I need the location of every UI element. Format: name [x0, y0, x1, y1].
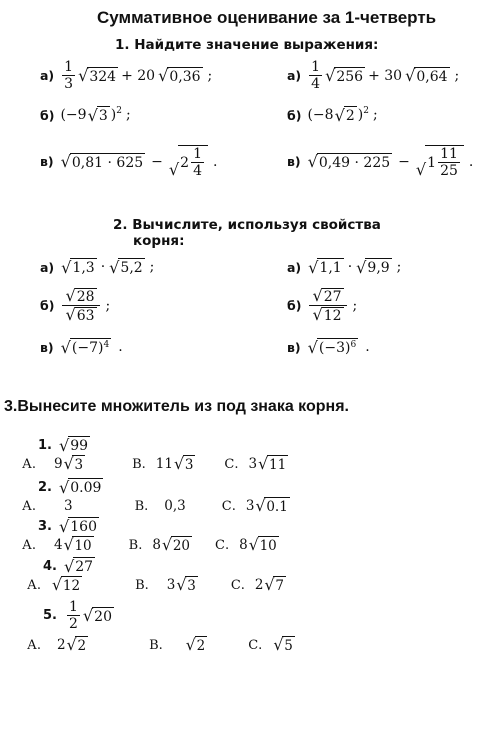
sqrt: √ 2 $\frac{1}{4}$	[169, 145, 208, 178]
sqrt: √ 2	[334, 105, 355, 125]
task1-right-a: а) $\frac{1}{4}$ √ 256 + 30 √ 0,64 ;	[287, 59, 460, 92]
task3-q2-options: А. 3 В. 0,3 С. 3 √ 0.1	[22, 497, 288, 516]
label-a: а)	[287, 68, 302, 83]
task3-heading: 3.Вынесите множитель из под знака корня.	[4, 398, 349, 415]
task1-heading: 1. Найдите значение выражения:	[115, 37, 379, 53]
fraction: $\frac{1}{3}$	[64, 59, 74, 92]
label-a: а)	[40, 68, 55, 83]
task2-left-c: в) √ (−7) $^4$ .	[40, 337, 123, 357]
page-title: Суммативное оценивание за 1-четверть	[97, 8, 437, 27]
task3-q3-options: А. 4 √ 10 В. 8 √ 20 С. 8 √ 10	[22, 536, 277, 555]
label-a: а)	[40, 259, 55, 275]
task2-heading: 2. Вычислите, используя свойства	[113, 217, 381, 233]
sqrt: √ 0,49 · 225	[307, 152, 391, 172]
label-c: в)	[40, 154, 54, 169]
task1-right-c: в) √ 0,49 · 225 − √ 1 $\frac{11}{25}$ .	[287, 146, 474, 179]
task2-right-b: б) √ 27 √ 12 ;	[287, 286, 358, 325]
task2-left-a: а) √ 1,3 · √ 5,2 ;	[40, 257, 155, 277]
sqrt: √ 3	[87, 105, 108, 125]
label-c: в)	[287, 154, 301, 169]
task3-q3: 3. √ 160	[38, 516, 97, 536]
label-c: в)	[287, 339, 301, 355]
sqrt: √ 0,81 · 625	[60, 152, 144, 172]
sqrt: √ 256	[325, 66, 364, 86]
task3-q1: 1. √ 99	[38, 435, 89, 455]
task1-left-c: в) √ 0,81 · 625 − √ 2 $\frac{1}{4}$ .	[40, 146, 218, 179]
task3-q4-options: А. √ 12 В. 3 √ 3 С. 2 √ 7	[27, 576, 284, 595]
label-b: б)	[287, 107, 302, 123]
sqrt: √ (−3) $^6$	[307, 337, 357, 357]
task2-heading-line2: корня:	[133, 233, 185, 249]
task3-q1-options: А. 9 √ 3 В. 11 √ 3 С. 3 √ 11	[22, 455, 287, 474]
sqrt: √ 0,36	[158, 66, 201, 86]
task3-q5: 5. $\frac{1}{2}$ √ 20	[43, 599, 112, 632]
label-c: в)	[40, 339, 54, 355]
sqrt: √ 1,3	[61, 257, 95, 277]
task3-q4: 4. √ 27	[43, 556, 94, 576]
sqrt: √ 5,2	[109, 257, 143, 277]
task1-left-b: б) (−9 √ 3 ) $^2$ ;	[40, 105, 131, 125]
label-b: б)	[287, 298, 302, 314]
task2-left-b: б) √ 28 √ 63 ;	[40, 286, 111, 325]
task1-left-a: а) $\frac{1}{3}$ √ 324 + 20 √ 0,36 ;	[40, 59, 213, 92]
sqrt: √ (−7) $^4$	[60, 337, 110, 357]
task3-q2: 2. √ 0.09	[38, 477, 102, 497]
task2-right-c: в) √ (−3) $^6$ .	[287, 337, 370, 357]
label-b: б)	[40, 107, 55, 123]
task2-right-a: а) √ 1,1 · √ 9,9 ;	[287, 257, 402, 277]
sqrt: √ 324	[78, 66, 117, 86]
sqrt: √ 0,64	[405, 66, 448, 86]
fraction: √ 28 √ 63	[62, 288, 99, 323]
fraction: $\frac{1}{4}$	[311, 59, 321, 92]
sqrt: √ 9,9	[356, 257, 390, 277]
fraction: √ 27 √ 12	[309, 288, 346, 323]
label-b: б)	[40, 298, 55, 314]
sqrt: √ 1,1	[308, 257, 342, 277]
sqrt: √ 1 $\frac{11}{25}$	[416, 145, 464, 178]
label-a: а)	[287, 259, 302, 275]
task1-right-b: б) (−8 √ 2 ) $^2$ ;	[287, 105, 378, 125]
task3-q5-options: А. 2 √ 2 В. √ 2 С. √ 5	[27, 636, 293, 655]
